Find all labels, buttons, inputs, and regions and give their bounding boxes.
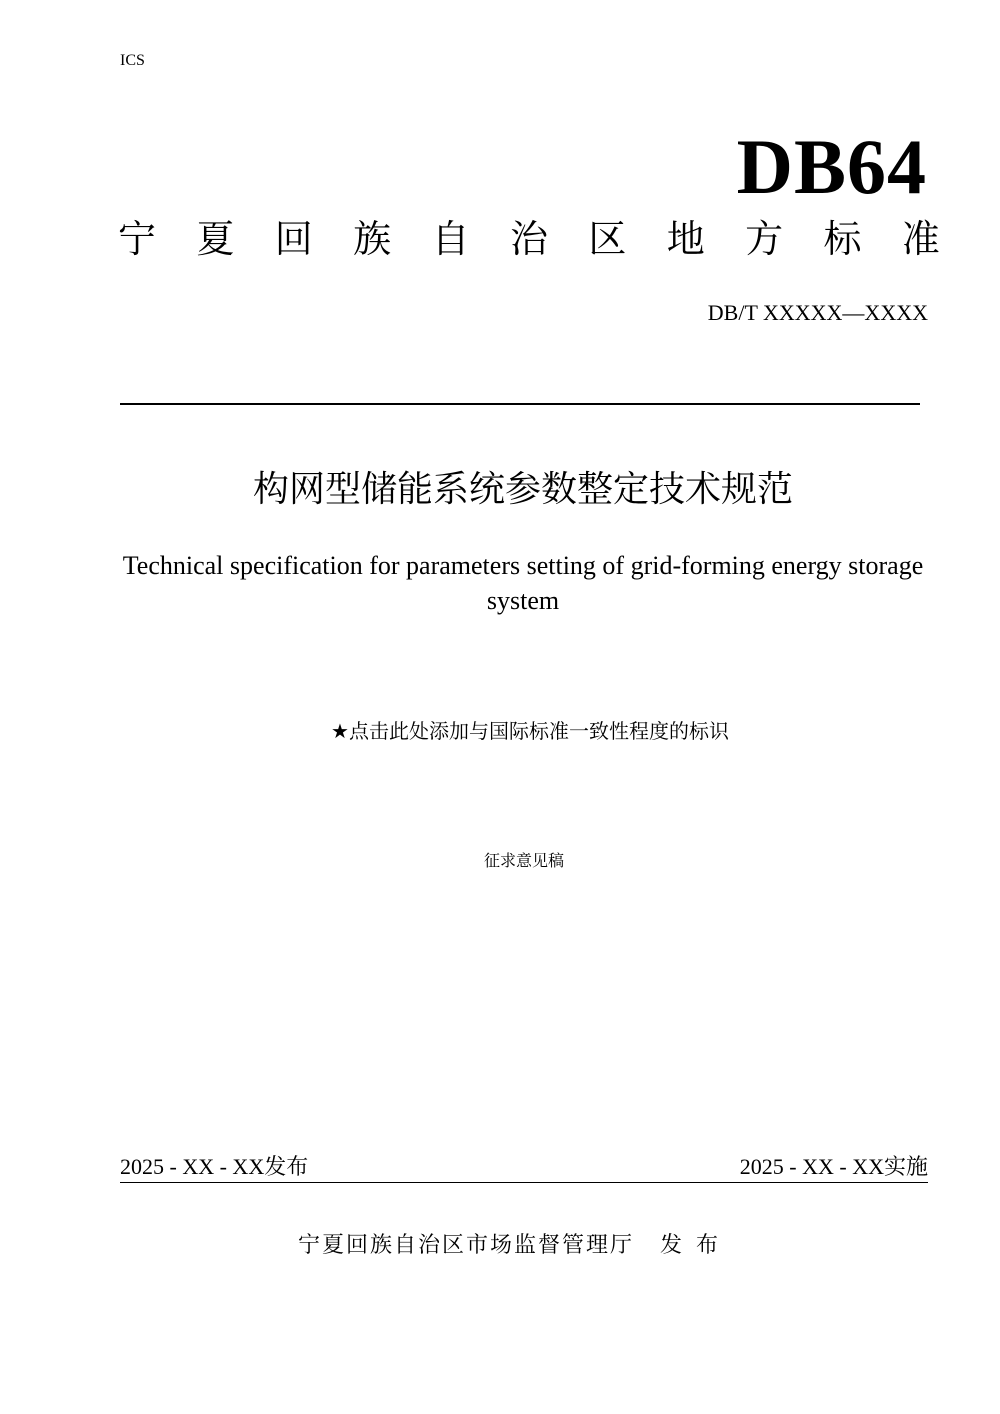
standard-type-char: 治 (509, 217, 548, 261)
standard-type-char: 回 (274, 217, 313, 261)
db-code: DB64 (736, 123, 927, 210)
bottom-divider (120, 1182, 928, 1183)
standard-number: DB/T XXXXX—XXXX (707, 300, 928, 325)
document-title-english: Technical specification for parameters setting of grid-forming energy storage system (122, 551, 924, 615)
issuer-name: 宁夏回族自治区市场监督管理厅 (298, 1233, 635, 1258)
standard-type-char: 地 (666, 217, 705, 261)
document-title-chinese: 构网型储能系统参数整定技术规范 (252, 469, 793, 510)
implement-date: 2025 - XX - XX实施 (739, 1154, 928, 1179)
standard-type-char: 区 (588, 217, 627, 261)
standard-type-char: 自 (431, 217, 470, 261)
standard-type-char: 族 (353, 217, 392, 261)
standard-type-char: 夏 (196, 217, 235, 261)
standard-type-char: 准 (901, 217, 940, 261)
standard-type-heading (118, 217, 940, 261)
top-divider (120, 403, 920, 405)
ics-label: ICS (120, 52, 145, 69)
consistency-note[interactable]: ★点击此处添加与国际标准一致性程度的标识 (331, 719, 729, 743)
publish-date: 2025 - XX - XX发布 (120, 1154, 309, 1179)
issue-word: 发布 (660, 1233, 733, 1258)
issuer-line (298, 1228, 732, 1259)
standard-type-char: 方 (745, 217, 784, 261)
draft-stage-label: 征求意见稿 (483, 851, 564, 870)
standard-type-char: 宁 (118, 217, 157, 261)
standard-type-char: 标 (823, 217, 862, 261)
